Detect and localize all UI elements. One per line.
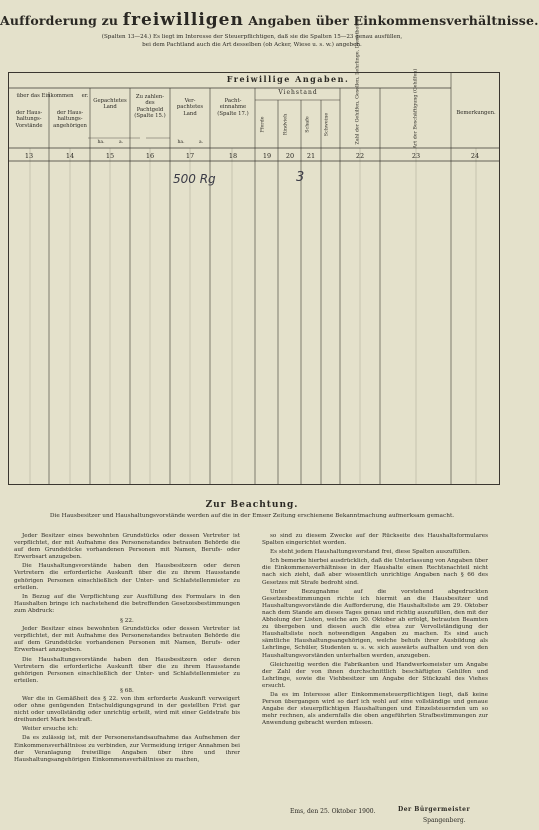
paragraph: Es steht jedem Haushaltungsvorstand frei, diese Spalten auszufüllen. (270, 549, 471, 556)
handwritten-entry-vieh: 3 (296, 170, 305, 185)
right-column-text (262, 533, 488, 729)
col13-header: der Haus-haltungs-Vorstände (15, 110, 43, 129)
left-column-text (14, 533, 240, 766)
col17-header: Ver-pachtetes Land (176, 98, 204, 117)
col23-header: Art der Beschäftigung (Gehilfen) (413, 68, 419, 149)
unit-a-15: a. (118, 140, 124, 145)
col-number-13: 13 (24, 152, 34, 160)
paragraph: Die Haushaltungsvorstände haben den Hausbesitzern oder deren Vertretern die erforderliche Auskunft über die zu ihrem Hausstande gehörigen Personen einschließlich der Unter- und Schlafstellenmieter zu erteilen. (14, 563, 240, 591)
section-title-freiwillige-angaben: Freiwillige Angaben. (226, 74, 350, 84)
col-number-17: 17 (185, 152, 195, 160)
vieh-header: Viehstand (278, 89, 318, 96)
paragraph: Jeder Besitzer eines bewohnten Grundstücks oder dessen Vertreter ist verpflichtet, der mit Aufnahme des Personenstandes betrauten Behörde die auf dem Grundstücke vorhandenen Personen mit Namen, Berufs- oder Erwerbsart anzugeben. (14, 533, 240, 561)
col14-header: der Haus-haltungs-angehörigen (53, 110, 87, 129)
unit-a-17: a. (198, 140, 204, 145)
paragraph: Jeder Besitzer eines bewohnten Grundstücks oder dessen Vertreter ist verpflichtet, der mit Aufnahme des Personenstandes betrauten Behörde die auf dem Grundstücke vorhandenen Personen mit Namen, Berufs- oder Erwerbsart anzugeben. (14, 626, 240, 654)
col24-header: Bemerkungen. (456, 110, 496, 116)
col16-header: Zu zahlen-des Pachtgeld (Spalte 15.) (134, 94, 166, 120)
col-number-23: 23 (411, 152, 421, 160)
paragraph: Gleichzeitig werden die Fabrikanten und Handwerksmeister um Angabe der Zahl der von ihnen durchschnittlich beschäftigten Gehilfen und Lehrlinge, sowie die Viehbesitzer um Angabe der Stückzahl des Viehes ersucht. (262, 661, 488, 689)
unit-ha-15: ha. (97, 140, 105, 145)
subtitle-line-1: (Spalten 13—24.) Es liegt im Interesse der Steuerpflichtigen, daß sie die Spalten 15—23 genau ausfüllen, (101, 34, 403, 40)
paragraph: In Bezug auf die Verpflichtung zur Ausfüllung des Formulars in den Haushalten bringe ich nachstehend die betreffenden Gesetzesbestimmungen zum Abdruck: (14, 593, 240, 614)
subtitle-line-2: bei dem Pachtland auch die Art desselben (ob Acker, Wiese u. s. w.) angeben. (142, 42, 362, 48)
paragraph: so sind zu diesem Zwecke auf der Rückseite des Haushaltsformulares Spalten eingerichtet worden. (262, 533, 488, 547)
income-suffix: er. (81, 93, 89, 99)
paragraph: Ich bemerke hierbei ausdrücklich, daß die Unterlassung von Angaben über die Einkommensverhältnisse in der Haushalte einen Rechtsnachteil nicht nach sich zieht, daß aber wissentlich unrichtige Angaben nach § 66 des Gesetzes mit Strafe bedroht sind. (262, 558, 488, 586)
paragraph: Da es zulässig ist, mit der Personenstandsaufnahme das Aufnehmen der Einkommensverhältnisse zu verbinden, zur Vermeidung irriger Annahmen bei der Veranlagung freiwillige Angaben über ihre und ihrer Haushaltungsangehörigen Einkommensverhältnisse zu machen, (14, 735, 240, 763)
paragraph: Wer die in Gemäßheit des § 22. von ihm erforderte Auskunft verweigert oder ohne genügenden Entschuldigungsgrund in der gestellten Frist gar nicht oder unvollständig oder unrichtig erteilt, wird mit einer Geldstrafe bis dreihundert Mark bestraft. (14, 695, 240, 724)
signature-title: Der Bürgermeister (398, 806, 471, 813)
income-header: über das Einkommen (16, 93, 74, 99)
col18-header: Pacht-einnahme (Spalte 17.) (217, 98, 249, 117)
col-number-20: 20 (285, 152, 295, 160)
col-number-22: 22 (355, 152, 365, 160)
col-number-16: 16 (145, 152, 155, 160)
paragraph: Da es im Interesse aller Einkommensteuerpflichtigen liegt, daß keine Person übergangen wird so darf ich wohl auf eine vollständige und genaue Angabe der steuerpflichtigen Haushaltungen und Einzelsteuernden um so mehr rechnen, als andernfalls die oben angeführten Strafbestimmungen zur Anwendung gebracht werden müssen. (262, 691, 488, 727)
col22-header: Zahl der Gehilfen, Gesellen, Lehrlinge, Dienstboten (355, 18, 361, 145)
unit-ha-17: ha. (177, 140, 185, 145)
col-number-15: 15 (105, 152, 115, 160)
col-number-14: 14 (65, 152, 75, 160)
col-number-24: 24 (470, 152, 480, 160)
paragraph: Weiter ersuche ich: (22, 726, 79, 733)
vieh-sub-schafe: Schafe (305, 116, 311, 133)
col-number-19: 19 (262, 152, 272, 160)
place-date: Ems, den 25. Oktober 1900. (290, 808, 376, 815)
col-number-18: 18 (228, 152, 238, 160)
notice-title: Zur Beachtung. (205, 500, 299, 510)
page-title: Aufforderung zu freiwilligen Angaben über Einkommensverhältnisse. (0, 10, 539, 30)
col-number-21: 21 (306, 152, 316, 160)
col15-header: Gepachtetes Land (93, 98, 127, 111)
vieh-sub-schweine: Schweine (324, 112, 330, 137)
paragraph: Unter Bezugnahme auf die vorstehend abgedruckten Gesetzesbestimmungen richte ich hiermit an die Hausbesitzer und Haushaltungsvorstände die Aufforderung, die Haushaltsliste am 29. Oktober nach dem Stande am dieses Tages genau und richtig auszufüllen, den mit der Abholung der Listen, welche am 30. Oktober ab erfolgt, betrauten Beamten zu übergeben und diesen auch die etwa zur Vervollständigung der Haushaltsliste noch notwendigen Angaben zu machen. Es sind auch sämtliche Haushaltungsangehörigen, welche behufs ihrer Ausbildung als Lehrlinge, Schüler, Studenten u. s. w. sich auswärts aufhalten und von den Haushaltungsvorständen unterhalten werden, anzugeben. (262, 588, 488, 659)
notice-text: Die Hausbesitzer und Haushaltungsvorstände werden auf die in der Emser Zeitung erschienene Bekanntmachung aufmerksam gemacht. (49, 513, 455, 519)
vieh-sub-pferde: Pferde (260, 116, 266, 133)
title-emphasis: freiwilligen (122, 10, 244, 30)
paragraph: Die Haushaltungsvorstände haben den Hausbesitzern oder deren Vertretern die erforderliche Auskunft über die zu ihrem Hausstande gehörigen Personen einschließlich der Unter- und Schlafstellenmieter zu erteilen. (14, 656, 240, 684)
vieh-sub-rindvieh: Rindvieh (283, 113, 289, 136)
section-number: § 22. (120, 618, 134, 625)
handwritten-entry-pacht: 500 Rg (173, 172, 216, 186)
signature-name: Spangenberg. (423, 817, 466, 824)
section-number: § 68. (120, 687, 134, 694)
